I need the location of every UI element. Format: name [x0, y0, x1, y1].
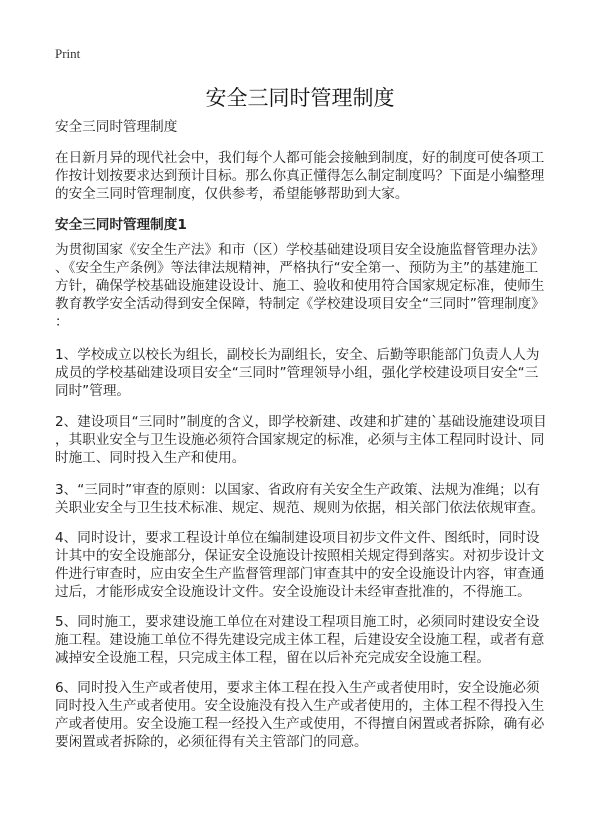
text-line: 作按计划按要求达到预计目标。那么你真正懂得怎么制定制度吗？下面是小编整理: [55, 168, 545, 184]
page-title: 安全三同时管理制度: [205, 86, 395, 110]
subtitle-text: 安全三同时管理制度: [55, 119, 178, 135]
paragraph-2: [55, 413, 547, 467]
text-line: 件进行审查时，应由安全生产监督管理部门审查其中的安全设施设计内容，审查通: [55, 566, 545, 582]
text-line: 成员的学校基础建设项目安全“三同时”管理领导小组，强化学校建设项目安全“三: [55, 365, 539, 381]
intro-paragraph: [55, 149, 544, 203]
text-line: 6、同时投入生产或者使用，要求主体工程在投入生产或者使用时，安全设施必须: [55, 680, 540, 696]
text-line: 3、“三同时”审查的原则：以国家、省政府有关安全生产政策、法规为准绳；以有: [55, 482, 540, 498]
paragraph-4: [55, 529, 544, 601]
text-line: 施工程。建设施工单位不得先建设完成主体工程，后建设安全设施工程，或者有意: [55, 632, 545, 648]
text-line: 为贯彻国家《安全生产法》和市（区）学校基础建设项目安全设施监督管理办法》: [55, 242, 545, 258]
text-line: 关职业安全与卫生技术标准、规定、规范、规则为依据，相关部门依法依规审查。: [55, 500, 545, 516]
text-line: 过后，才能形成安全设施设计文件。安全设施设计未经审查批准的，不得施工。: [55, 584, 531, 600]
print-link[interactable]: Print: [55, 46, 81, 61]
text-line: 5、同时施工，要求建设施工单位在对建设工程项目施工时，必须同时建设安全设: [55, 614, 540, 630]
text-line: 4、同时设计，要求工程设计单位在编制建设项目初步文件文件、图纸时，同时设: [55, 530, 540, 546]
text-line: 计其中的安全设施部分，保证安全设施设计按照相关规定得到落实。对初步设计文: [55, 548, 545, 564]
text-line: ，其职业安全与卫生设施必须符合国家规定的标准，必须与主体工程同时设计、同: [55, 432, 545, 448]
text-line: 的安全三同时管理制度，仅供参考，希望能够帮助到大家。: [55, 186, 409, 202]
text-line: 减掉安全设施工程，只完成主体工程，留在以后补充完成安全设施工程。: [55, 650, 490, 666]
text-line: 教育教学安全活动得到安全保障，特制定《学校建设项目安全“三同时”管理制度》: [55, 296, 545, 312]
text-line: 2、建设项目“三同时”制度的含义，即学校新建、改建和扩建的`基础设施建设项目: [55, 414, 547, 430]
text-line: 同时”管理。: [55, 383, 131, 399]
paragraph-0: [55, 241, 545, 331]
subtitle: [55, 118, 177, 136]
text-line: 在日新月异的现代社会中，我们每个人都可能会接触到制度，好的制度可使各项工: [55, 150, 545, 166]
text-line: ：: [55, 314, 69, 330]
paragraph-6: [55, 679, 544, 751]
text-line: 方针，确保学校基础设施建设设计、施工、验收和使用符合国家规定标准，使师生: [55, 278, 545, 294]
text-line: 产或者使用。安全设施工程一经投入生产或使用，不得擅自闲置或者拆除，确有必: [55, 716, 545, 732]
paragraph-1: [55, 346, 539, 400]
text-line: 1、学校成立以校长为组长，副校长为副组长，安全、后勤等职能部门负责人人为: [55, 347, 540, 363]
section-heading: [55, 216, 187, 234]
text-line: 、《安全生产条例》等法律法规精神，严格执行“安全第一、预防为主”的基建施工: [55, 260, 539, 276]
paragraph-5: [55, 613, 544, 667]
section-heading-text: 安全三同时管理制度1: [55, 217, 187, 233]
text-line: 同时投入生产或者使用。安全设施没有投入生产或者使用的，主体工程不得投入生: [55, 698, 545, 714]
text-line: 时施工、同时投入生产和使用。: [55, 450, 246, 466]
text-line: 要闲置或者拆除的，必须征得有关主管部门的同意。: [55, 734, 368, 750]
paragraph-3: [55, 481, 544, 517]
